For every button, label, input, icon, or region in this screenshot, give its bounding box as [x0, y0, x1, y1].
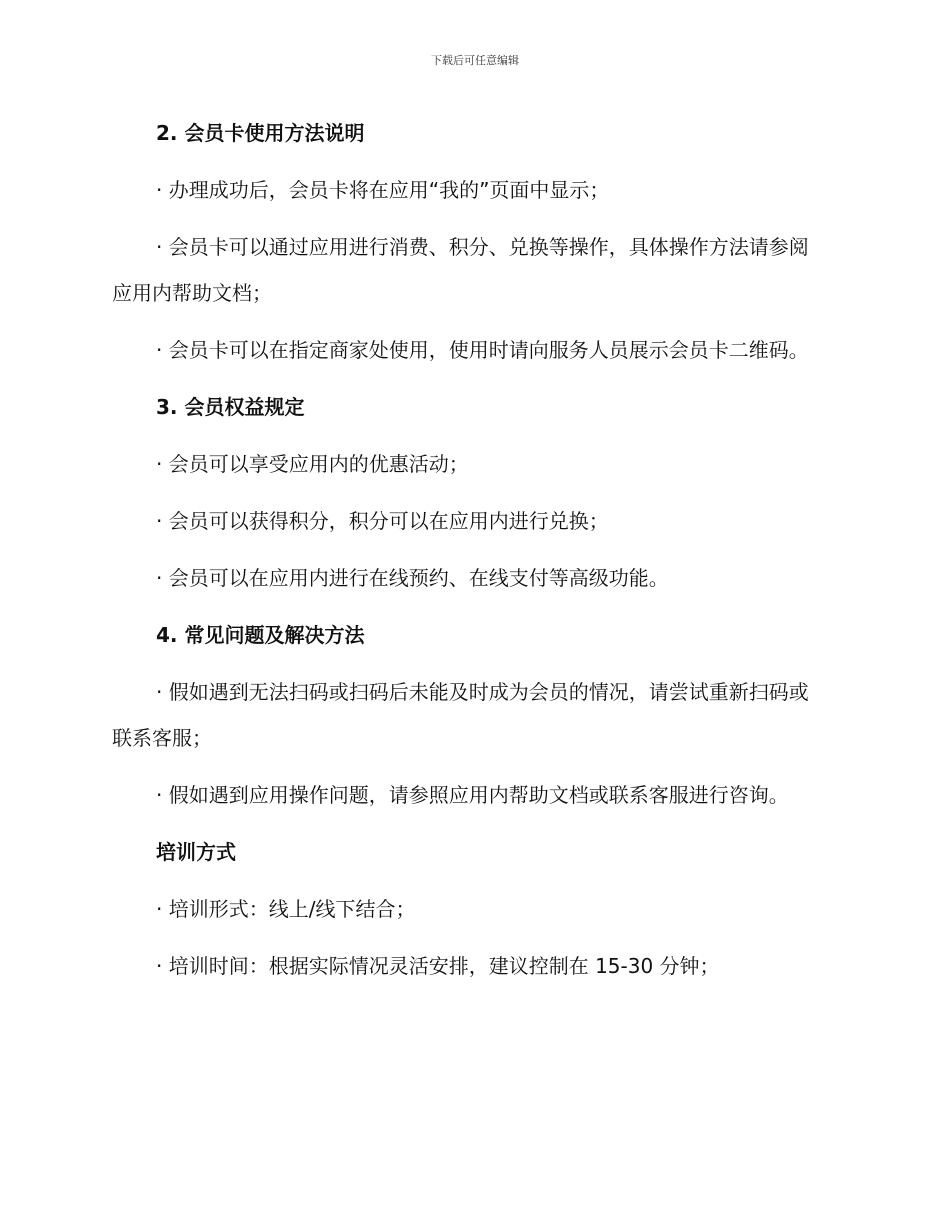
document-body: [112, 110, 827, 1000]
bullet-item: · 会员可以获得积分，积分可以在应用内进行兑换；: [156, 509, 609, 533]
bullet-item: · 会员可以在应用内进行在线预约、在线支付等高级功能。: [156, 566, 669, 590]
section-heading: 2. 会员卡使用方法说明: [156, 121, 365, 145]
page-header-note: 下载后可任意编辑: [431, 54, 519, 67]
section-faq: [112, 612, 827, 818]
section-member-benefits: [112, 384, 827, 601]
bullet-item: · 会员卡可以通过应用进行消费、积分、兑换等操作，具体操作方法请参阅应用内帮助文档；: [112, 235, 809, 305]
section-heading: 3. 会员权益规定: [156, 395, 305, 419]
section-training-method: [112, 829, 827, 989]
bullet-item: · 会员可以享受应用内的优惠活动；: [156, 452, 469, 476]
bullet-item: · 假如遇到无法扫码或扫码后未能及时成为会员的情况，请尝试重新扫码或联系客服；: [112, 680, 809, 750]
bullet-item: · 假如遇到应用操作问题，请参照应用内帮助文档或联系客服进行咨询。: [156, 783, 789, 807]
section-membership-card-usage: [112, 110, 827, 373]
section-heading: 4. 常见问题及解决方法: [156, 623, 365, 647]
bullet-item: · 办理成功后，会员卡将在应用“我的”页面中显示；: [156, 178, 610, 202]
bullet-item: · 培训时间：根据实际情况灵活安排，建议控制在 15-30 分钟；: [156, 954, 720, 978]
section-heading: 培训方式: [156, 840, 236, 864]
bullet-item: · 培训形式：线上/线下结合；: [156, 897, 416, 921]
bullet-item: · 会员卡可以在指定商家处使用，使用时请向服务人员展示会员卡二维码。: [156, 338, 809, 362]
